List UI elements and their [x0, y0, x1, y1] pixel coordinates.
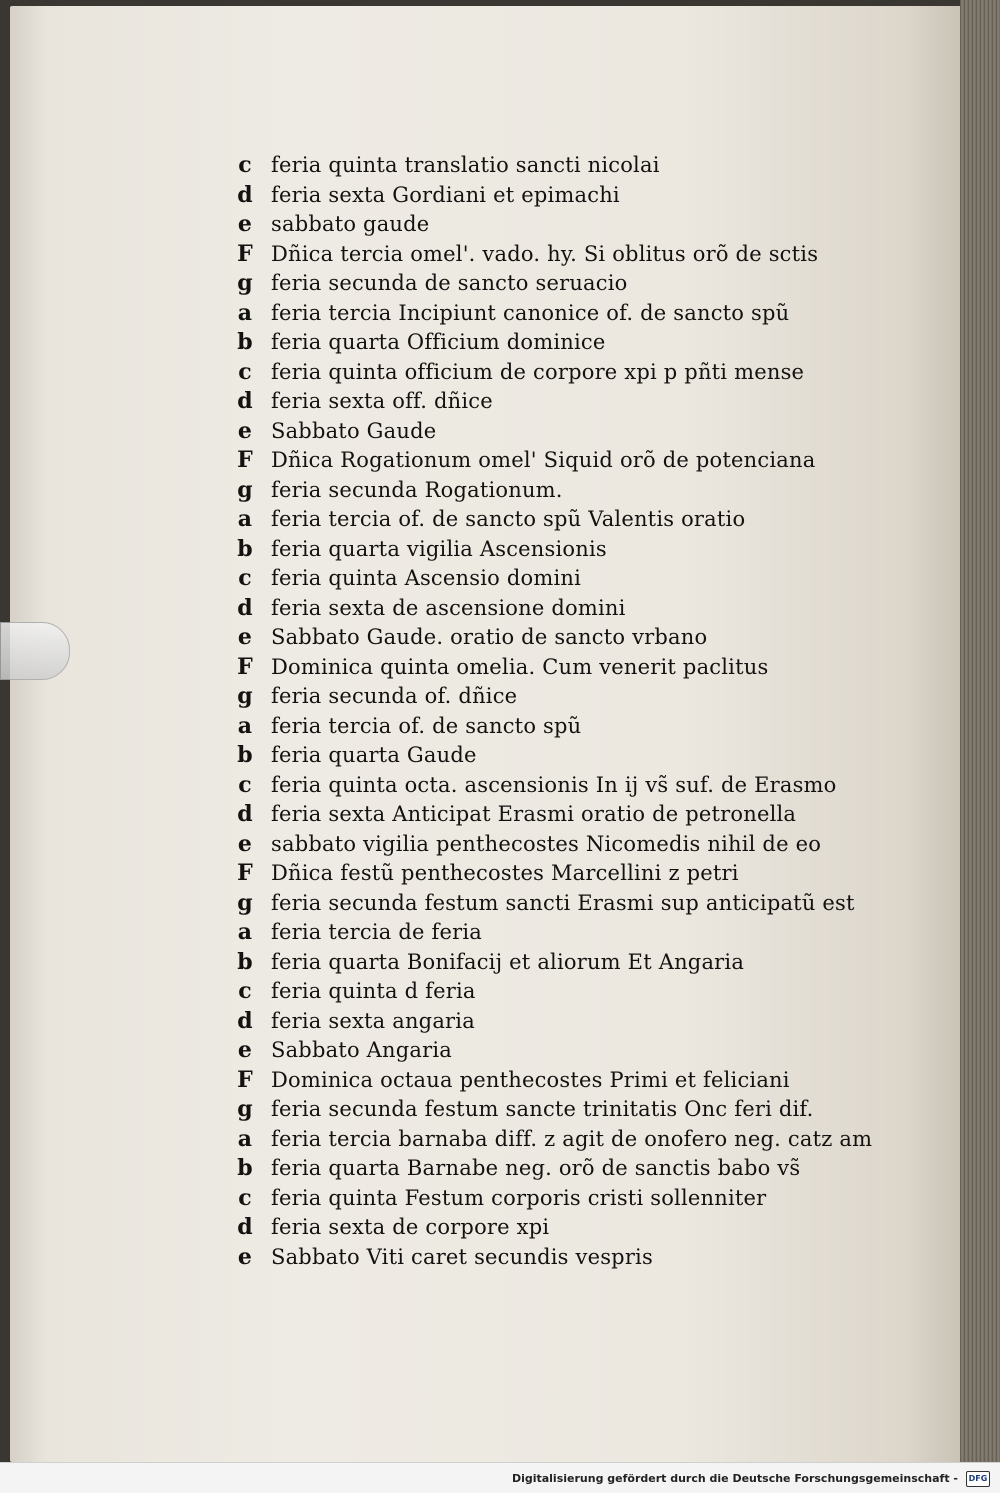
- calendar-entry: Dñica festũ penthecostes Marcellini z petri: [271, 861, 739, 885]
- calendar-line: [225, 506, 890, 536]
- day-letter: e: [237, 417, 253, 444]
- calendar-entry: Dñica Rogationum omel' Siquid orõ de potenciana: [271, 448, 816, 472]
- calendar-line: [225, 270, 890, 300]
- day-letter: F: [237, 240, 253, 267]
- day-letter: b: [237, 742, 253, 768]
- calendar-line: [225, 447, 890, 477]
- day-letter: c: [238, 152, 252, 178]
- calendar-entry: feria sexta Anticipat Erasmi oratio de petronella: [271, 802, 797, 826]
- calendar-line: [225, 300, 890, 330]
- calendar-entry: feria quarta vigilia Ascensionis: [271, 536, 607, 561]
- calendar-line: [225, 1067, 890, 1097]
- calendar-line: [225, 713, 890, 743]
- page-stack-edge: [960, 0, 1000, 1462]
- day-letter: F: [237, 1066, 253, 1093]
- calendar-line: [225, 595, 890, 625]
- calendar-line: [225, 890, 890, 920]
- day-letter: d: [237, 181, 253, 208]
- funding-credit: Digitalisierung gefördert durch die Deutsche Forschungsgemeinschaft -: [511, 1472, 958, 1485]
- day-letter: d: [237, 594, 253, 621]
- calendar-line: [225, 1244, 890, 1274]
- day-letter: c: [238, 565, 252, 591]
- day-letter: d: [237, 388, 253, 414]
- day-letter: c: [238, 1184, 252, 1211]
- day-letter: a: [237, 299, 253, 326]
- day-letter: e: [237, 624, 253, 650]
- calendar-entry: feria quarta Bonifacij et aliorum Et Angaria: [271, 949, 745, 974]
- calendar-line: [225, 949, 890, 979]
- calendar-entry: feria sexta de ascensione domini: [271, 595, 626, 620]
- calendar-entry: Dominica quinta omelia. Cum venerit paclitus: [271, 654, 769, 679]
- calendar-line: [225, 388, 890, 418]
- calendar-line: [225, 860, 890, 890]
- calendar-entry: Dominica octaua penthecostes Primi et feliciani: [271, 1067, 790, 1092]
- calendar-line: [225, 1214, 890, 1244]
- calendar-entry: feria quinta translatio sancti nicolai: [271, 153, 660, 177]
- calendar-entry: feria tercia barnaba diff. z agit de onofero neg. catz am: [271, 1126, 873, 1151]
- day-letter: F: [237, 447, 253, 473]
- calendar-line: [225, 565, 890, 595]
- day-letter: a: [237, 712, 253, 739]
- calendar-text-block: [225, 152, 890, 1273]
- calendar-line: [225, 772, 890, 802]
- calendar-entry: feria sexta angaria: [271, 1008, 475, 1033]
- page-clip-tab: [0, 622, 70, 680]
- day-letter: g: [237, 1096, 253, 1122]
- calendar-line: [225, 978, 890, 1008]
- calendar-entry: Sabbato Gaude. oratio de sancto vrbano: [271, 625, 708, 649]
- day-letter: e: [237, 830, 253, 857]
- calendar-line: [225, 477, 890, 507]
- calendar-entry: feria quinta officium de corpore xpi p pñti mense: [271, 359, 805, 384]
- calendar-entry: feria quinta d feria: [271, 979, 476, 1003]
- day-letter: c: [238, 978, 252, 1004]
- calendar-entry: feria quarta Officium dominice: [271, 330, 606, 354]
- calendar-entry: feria sexta Gordiani et epimachi: [271, 182, 620, 207]
- day-letter: b: [237, 948, 253, 975]
- calendar-entry: feria quarta Barnabe neg. orõ de sanctis babo vs̃: [271, 1156, 801, 1180]
- day-letter: d: [237, 801, 253, 827]
- calendar-line: [225, 654, 890, 684]
- calendar-line: [225, 1008, 890, 1038]
- calendar-entry: Sabbato Gaude: [271, 418, 437, 443]
- calendar-entry: feria sexta de corpore xpi: [271, 1215, 550, 1239]
- calendar-entry: feria tercia of. de sancto spũ: [271, 713, 582, 738]
- day-letter: a: [237, 1125, 253, 1152]
- calendar-entry: feria quinta octa. ascensionis In ij vs̃ suf. de Erasmo: [271, 772, 837, 797]
- calendar-entry: feria quinta Ascensio domini: [271, 566, 582, 590]
- day-letter: c: [238, 771, 252, 798]
- calendar-line: [225, 418, 890, 448]
- calendar-entry: feria secunda of. dñice: [271, 684, 518, 708]
- calendar-line: [225, 801, 890, 831]
- day-letter: e: [237, 1037, 253, 1063]
- dfg-logo-icon: DFG: [966, 1471, 990, 1487]
- calendar-entry: feria tercia of. de sancto spũ Valentis oratio: [271, 507, 746, 531]
- day-letter: b: [237, 329, 253, 355]
- calendar-line: [225, 536, 890, 566]
- calendar-line: [225, 1037, 890, 1067]
- calendar-line: [225, 683, 890, 713]
- calendar-line: [225, 359, 890, 389]
- digitization-footer: [0, 1462, 1000, 1493]
- calendar-entry: feria sexta off. dñice: [271, 389, 493, 413]
- calendar-entry: feria secunda festum sancti Erasmi sup anticipatũ est: [271, 890, 855, 915]
- calendar-entry: Sabbato Viti caret secundis vespris: [271, 1244, 653, 1269]
- calendar-line: [225, 919, 890, 949]
- calendar-entry: feria secunda Rogationum.: [271, 477, 563, 502]
- calendar-line: [225, 152, 890, 182]
- day-letter: b: [237, 535, 253, 562]
- calendar-line: [225, 1096, 890, 1126]
- calendar-entry: sabbato vigilia penthecostes Nicomedis nihil de eo: [271, 831, 822, 856]
- calendar-entry: feria tercia de feria: [271, 920, 482, 944]
- day-letter: e: [237, 211, 253, 237]
- day-letter: F: [237, 860, 253, 886]
- day-letter: e: [237, 1243, 253, 1270]
- day-letter: d: [237, 1214, 253, 1240]
- calendar-entry: sabbato gaude: [271, 212, 430, 236]
- calendar-entry: feria secunda festum sancte trinitatis Onc feri dif.: [271, 1097, 814, 1121]
- day-letter: g: [237, 683, 253, 709]
- calendar-line: [225, 742, 890, 772]
- day-letter: g: [237, 270, 253, 296]
- day-letter: g: [237, 889, 253, 916]
- calendar-line: [225, 1126, 890, 1156]
- calendar-line: [225, 182, 890, 212]
- day-letter: F: [237, 653, 253, 680]
- calendar-line: [225, 329, 890, 359]
- calendar-entry: feria quarta Gaude: [271, 743, 477, 767]
- calendar-line: [225, 1155, 890, 1185]
- calendar-line: [225, 1185, 890, 1215]
- day-letter: a: [237, 919, 253, 945]
- day-letter: a: [237, 506, 253, 532]
- calendar-entry: feria quinta Festum corporis cristi sollenniter: [271, 1185, 767, 1210]
- calendar-entry: Sabbato Angaria: [271, 1038, 452, 1062]
- calendar-line: [225, 831, 890, 861]
- day-letter: c: [238, 358, 252, 385]
- calendar-line: [225, 211, 890, 241]
- calendar-entry: Dñica tercia omel'. vado. hy. Si oblitus orõ de sctis: [271, 241, 819, 266]
- day-letter: g: [237, 476, 253, 503]
- calendar-line: [225, 624, 890, 654]
- calendar-entry: feria secunda de sancto seruacio: [271, 271, 628, 295]
- calendar-entry: feria tercia Incipiunt canonice of. de sancto spũ: [271, 300, 790, 325]
- day-letter: b: [237, 1155, 253, 1181]
- calendar-line: [225, 241, 890, 271]
- day-letter: d: [237, 1007, 253, 1034]
